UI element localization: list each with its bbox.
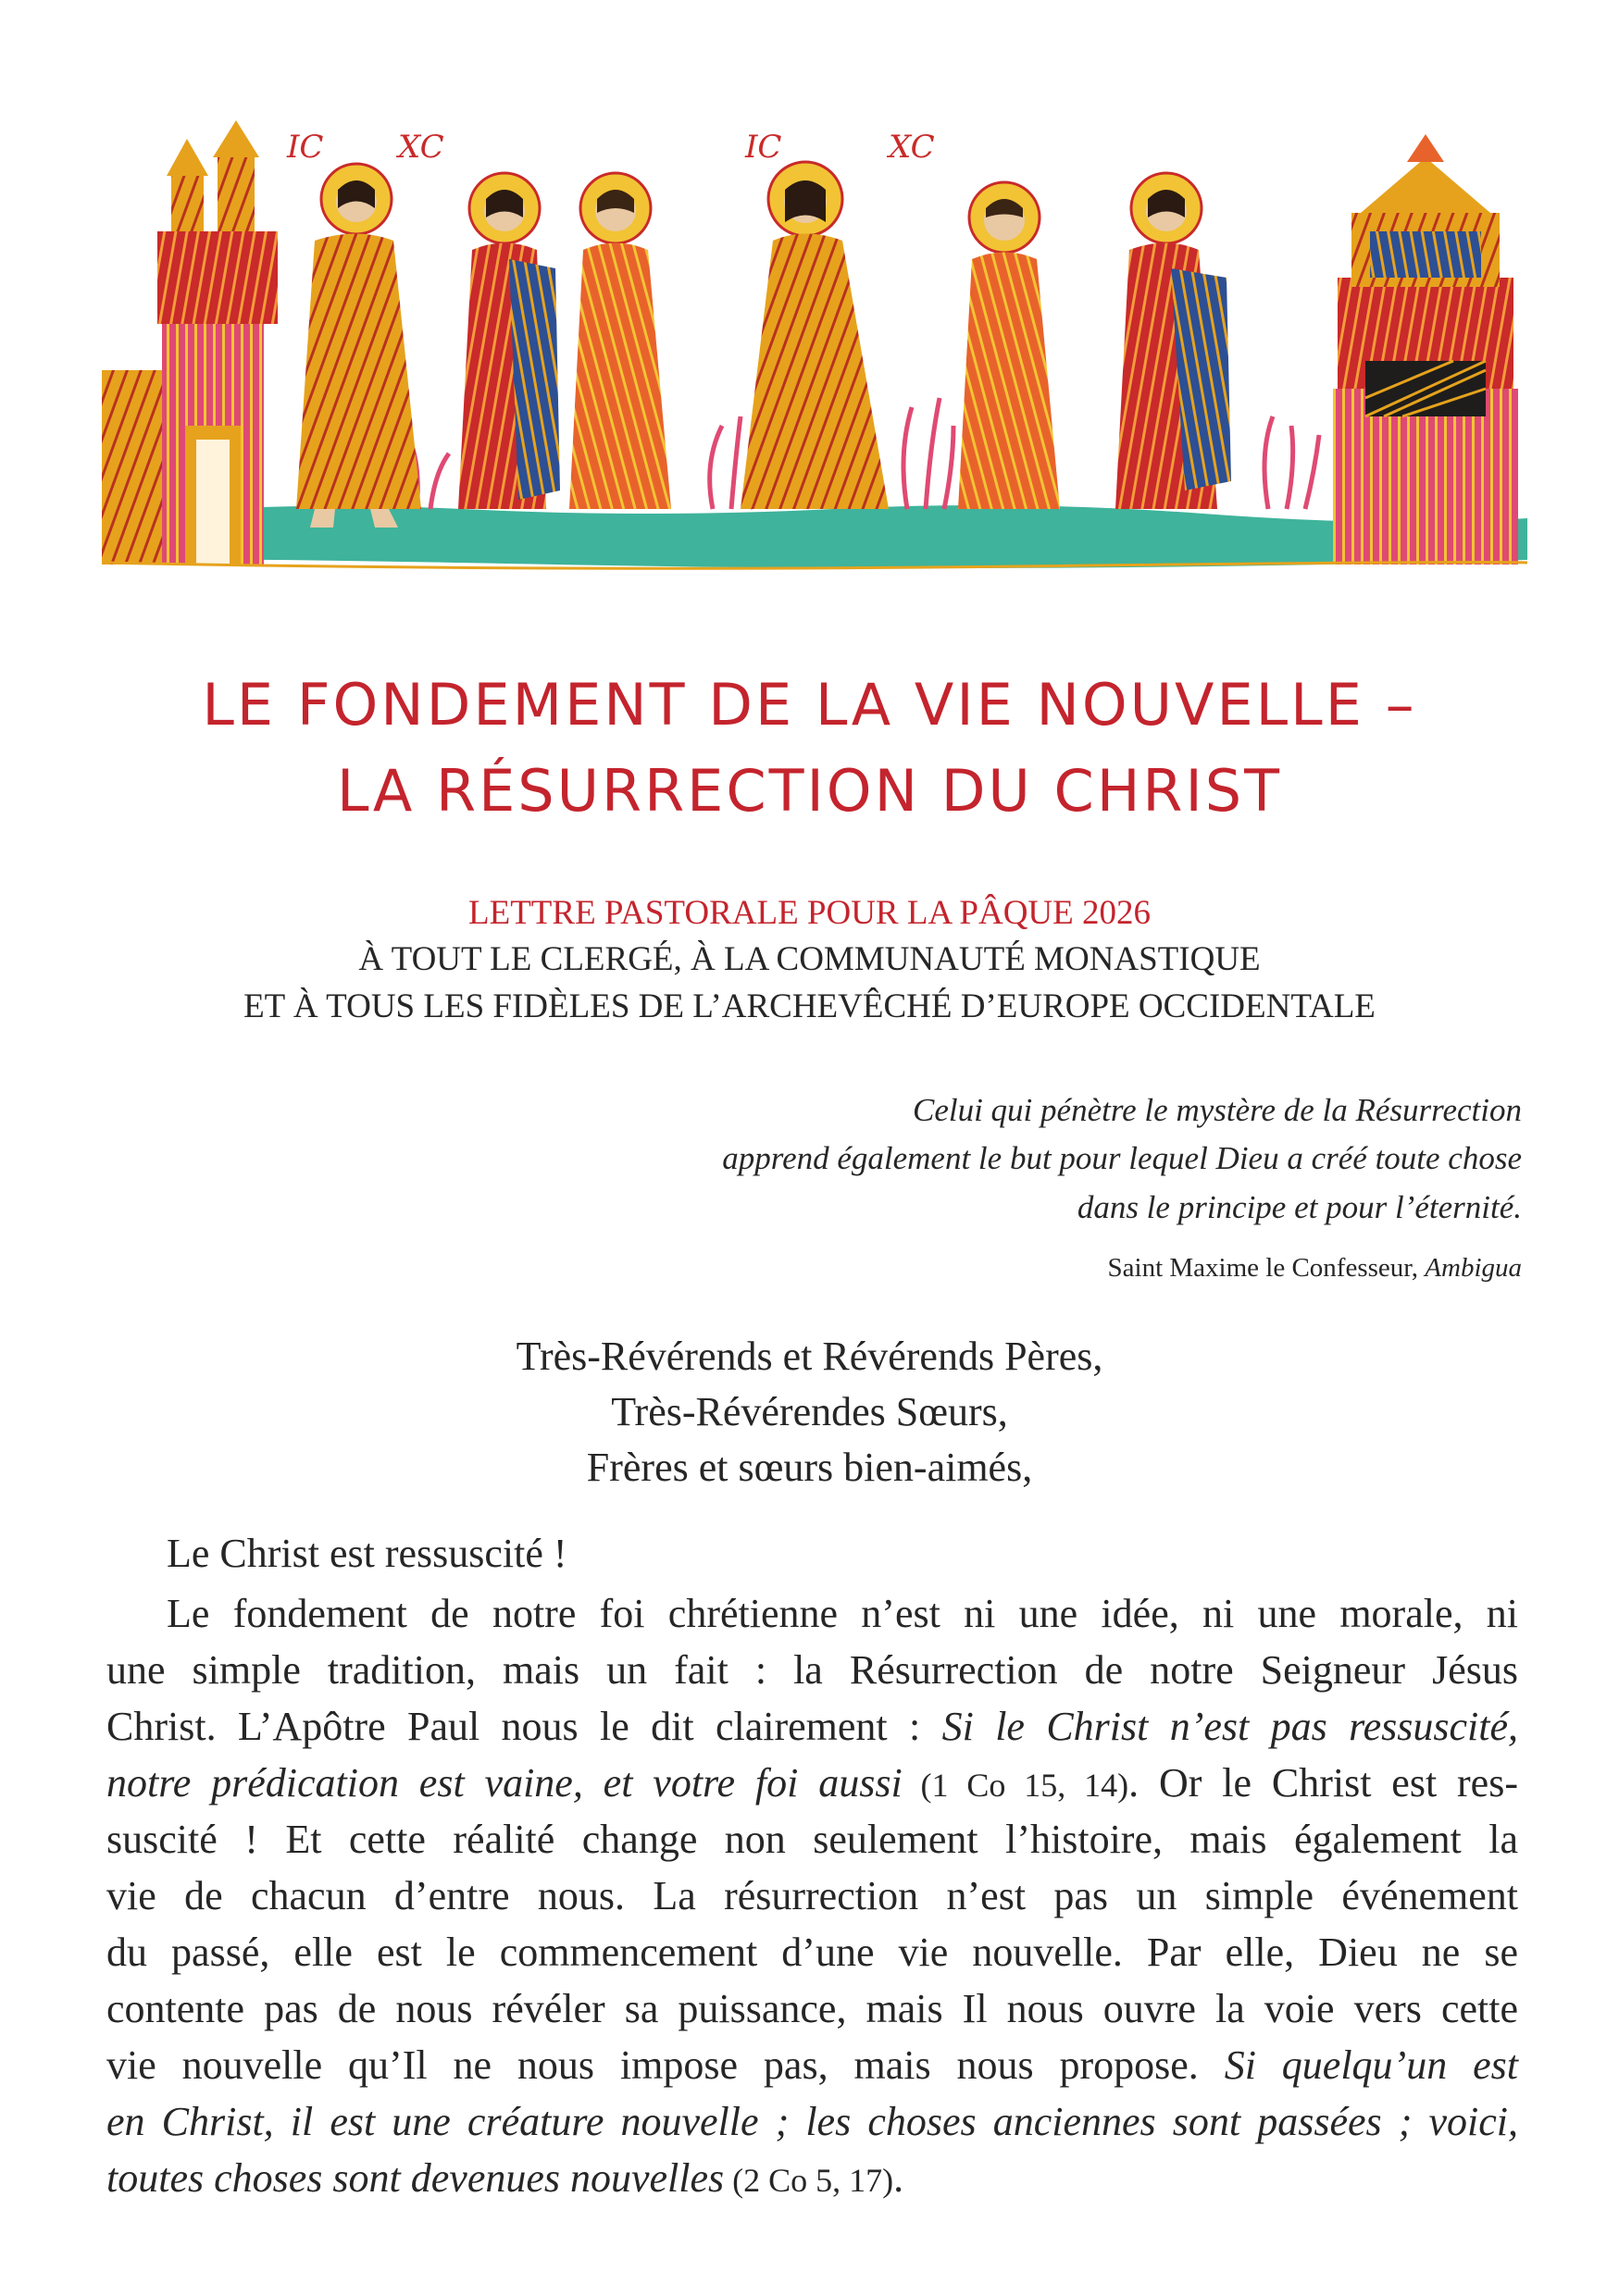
scripture-reference: (2 Co 5, 17): [724, 2162, 894, 2199]
right-city-building: [1333, 134, 1518, 565]
inscription-xc-1: XC: [398, 129, 444, 166]
body-line: en Christ, il est une créature nouvelle ; les choses anciennes sont passées ; voici,: [106, 2099, 1518, 2144]
body-line: [106, 1755, 1518, 1814]
scripture-reference: (1 Co 15, 14): [902, 1767, 1129, 1804]
body-text: vie nouvelle qu’Il ne nous impose pas, mais nous propose.: [106, 2042, 1225, 2088]
body-line: [106, 1698, 1518, 1755]
scripture-quote: Si le Christ n’est pas ressuscité,: [941, 1704, 1519, 1749]
figure-apostle-1: [458, 173, 560, 509]
figure-apostle-3: [958, 182, 1060, 509]
page-title-line-2: LA RÉSURRECTION DU CHRIST: [336, 757, 1283, 825]
subtitle-addressees-2: ET À TOUS LES FIDÈLES DE L’ARCHEVÊCHÉ D’EUROPE OCCIDENTALE: [243, 987, 1376, 1025]
subtitle-pastoral-letter: LETTRE PASTORALE POUR LA PÂQUE 2026: [468, 894, 1151, 932]
inscription-ic-2: IC: [745, 129, 782, 166]
scripture-quote: Si quelqu’un est: [1224, 2042, 1518, 2088]
figure-christ-center: [741, 162, 889, 509]
body-text: . Or le Christ est res-: [1128, 1760, 1518, 1806]
body-line: une simple tradition, mais un fait : la Résurrection de notre Seigneur Jésus: [106, 1647, 1518, 1693]
subtitle-addressees-1: À TOUT LE CLERGÉ, À LA COMMUNAUTÉ MONASTIQUE: [358, 940, 1261, 978]
page-title-line-1: LE FONDEMENT DE LA VIE NOUVELLE –: [202, 671, 1417, 738]
greeting-line-1: Très-Révérends et Révérends Pères,: [516, 1334, 1103, 1379]
epigraph-attribution: [1108, 1253, 1522, 1284]
greeting-line-2: Très-Révérendes Sœurs,: [611, 1389, 1008, 1434]
figure-apostle-4: [1115, 173, 1231, 509]
greeting-line-3: Frères et sœurs bien-aimés,: [586, 1445, 1033, 1490]
body-line: [106, 2037, 1518, 2093]
body-line: du passé, elle est le commencement d’une vie nouvelle. Par elle, Dieu ne se: [106, 1930, 1518, 1975]
body-opening-line: Le Christ est ressuscité !: [167, 1531, 567, 1576]
body-line: [106, 2150, 1518, 2209]
scripture-quote: notre prédication est vaine, et votre foi aussi: [106, 1760, 903, 1806]
left-city-building: [102, 120, 278, 565]
resurrection-illumination: [93, 120, 1537, 583]
body-line: contente pas de nous révéler sa puissance, mais Il nous ouvre la voie vers cette: [106, 1986, 1518, 2031]
body-line: Le fondement de notre foi chrétienne n’est ni une idée, ni une morale, ni: [167, 1591, 1518, 1636]
epigraph-work: Ambigua: [1425, 1253, 1522, 1283]
body-line: vie de chacun d’entre nous. La résurrection n’est pas un simple événement: [106, 1873, 1518, 1918]
body-text: Christ. L’Apôtre Paul nous le dit clairement :: [106, 1704, 942, 1749]
epigraph-line-2: apprend également le but pour lequel Dieu a créé toute chose: [722, 1140, 1522, 1176]
scripture-quote: toutes choses sont devenues nouvelles: [106, 2155, 725, 2201]
inscription-xc-2: XC: [889, 129, 935, 166]
figure-apostle-2: [569, 173, 671, 509]
epigraph-line-3: dans le principe et pour l’éternité.: [1077, 1189, 1522, 1225]
inscription-ic-1: IC: [287, 129, 324, 166]
epigraph-line-1: Celui qui pénètre le mystère de la Résurrection: [912, 1092, 1522, 1128]
body-text: .: [893, 2155, 904, 2201]
epigraph-author: Saint Maxime le Confesseur,: [1107, 1253, 1426, 1283]
body-line: suscité ! Et cette réalité change non seulement l’histoire, mais également la: [106, 1817, 1518, 1862]
figure-christ-left: [296, 164, 421, 527]
